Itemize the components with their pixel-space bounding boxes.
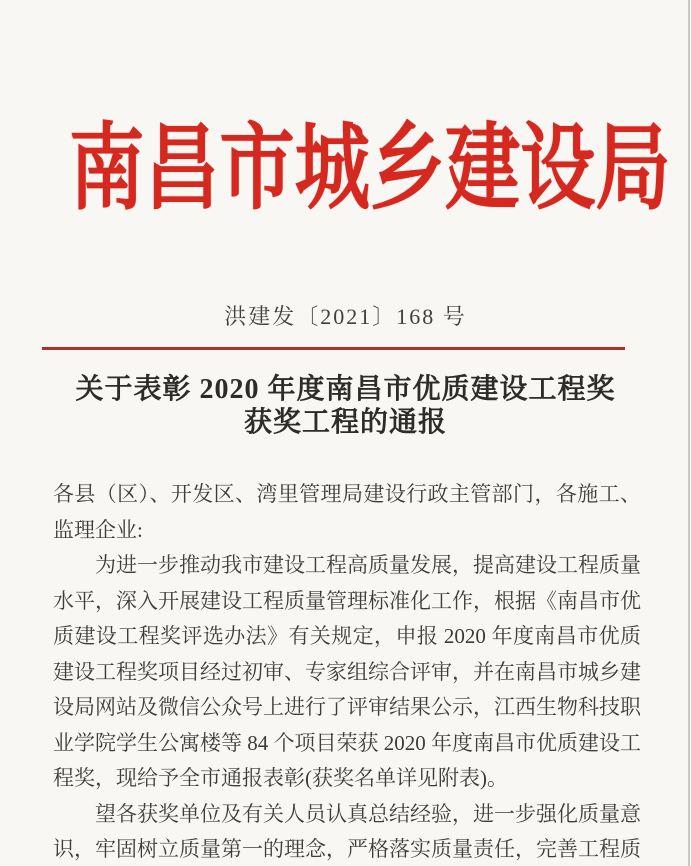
body-paragraph-1: 为进一步推动我市建设工程高质量发展，提高建设工程质量水平，深入开展建设工程质量管理标准化工作，根据《南昌市优质建设工程奖评选办法》有关规定，申报 2020 年度南昌市优质建设工程奖项目经过初审、专家组综合评审，并在南昌市城乡建设局网站及微信公众号上进行了评审结果公示，江西生物科技职业学院学生公寓楼等 84 个项目荣获 2020 年度南昌市优质建设工程奖，现给予全市通报表彰(获奖名单详见附表)。 (53, 553, 641, 790)
agency-masthead-title: 南昌市城乡建设局 (69, 117, 671, 221)
salutation-line: 各县（区）、开发区、湾里管理局建设行政主管部门，各施工、监理企业: (53, 482, 641, 542)
document-body (53, 477, 641, 866)
document-title-line1: 关于表彰 2020 年度南昌市优质建设工程奖 (75, 374, 616, 405)
body-paragraph-2: 望各获奖单位及有关人员认真总结经验，进一步强化质量意识，牢固树立质量第一的理念，严格落实质量责任，完善工程质 (53, 801, 641, 861)
document-title (40, 373, 651, 439)
page-edge-shadow (688, 0, 690, 866)
document-title-line2: 获奖工程的通报 (243, 407, 447, 438)
red-divider-line (42, 347, 625, 350)
document-reference-number: 洪建发〔2021〕168 号 (224, 304, 467, 329)
